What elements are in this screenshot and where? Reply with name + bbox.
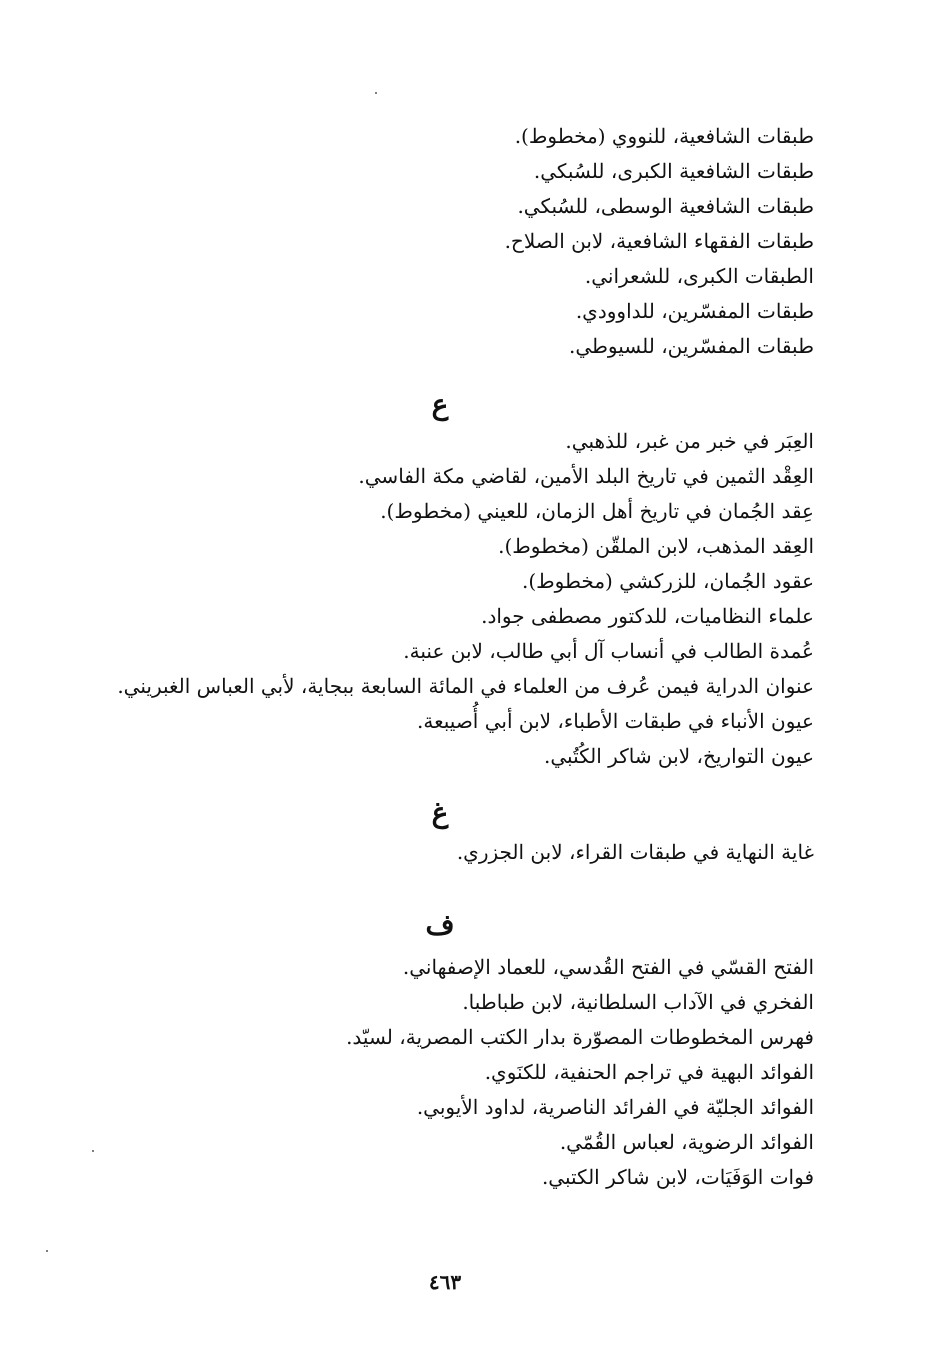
bibliography-entry: العِقد المذهب، لابن الملقّن (مخطوط).	[498, 534, 814, 558]
bibliography-entry: الفوائد الرضوية، لعباس القُمّي.	[559, 1130, 814, 1154]
section-letter-fa: ف	[425, 908, 455, 941]
scan-speck	[92, 1150, 94, 1152]
bibliography-entry: غاية النهاية في طبقات القراء، لابن الجزري.	[456, 840, 814, 864]
bibliography-entry: الطبقات الكبرى، للشعراني.	[584, 264, 814, 288]
section-ain-entries	[117, 424, 814, 774]
section-letter-ain: ع	[431, 388, 449, 421]
section-ghain-entries	[457, 835, 814, 870]
bibliography-entry: طبقات المفسّرين، للسيوطي.	[568, 334, 814, 358]
bibliography-entry: عنوان الدراية فيمن عُرف من العلماء في المائة السابعة ببجاية، لأبي العباس الغبريني.	[117, 674, 814, 698]
bibliography-entry: طبقات الشافعية الكبرى، للسُبكي.	[533, 159, 814, 183]
page-number: ٤٦٣	[428, 1270, 462, 1294]
section-letter-ghain: غ	[431, 796, 449, 829]
bibliography-entry: عِقد الجُمان في تاريخ أهل الزمان، للعيني (مخطوط).	[380, 499, 814, 523]
bibliography-entry: فوات الوَفَيَات، لابن شاكر الكتبي.	[541, 1165, 814, 1189]
bibliography-entry: طبقات المفسّرين، للداوودي.	[575, 299, 814, 323]
bibliography-entry: الفوائد الجليّة في الفرائد الناصرية، لداود الأيوبي.	[416, 1095, 814, 1119]
bibliography-entry: طبقات الفقهاء الشافعية، لابن الصلاح.	[504, 229, 814, 253]
bibliography-entry: العِقْد الثمين في تاريخ البلد الأمين، لقاضي مكة الفاسي.	[358, 464, 814, 488]
scan-speck	[375, 92, 377, 94]
bibliography-entry: الفتح القسّي في الفتح القُدسي، للعماد الإصفهاني.	[402, 955, 814, 979]
bibliography-entry: طبقات الشافعية الوسطى، للسُبكي.	[517, 194, 814, 218]
bibliography-entry: عيون الأنباء في طبقات الأطباء، لابن أبي أُصيبعة.	[417, 709, 814, 733]
bibliography-entry: علماء النظاميات، للدكتور مصطفى جواد.	[481, 604, 814, 628]
section-taba-entries	[505, 119, 814, 364]
bibliography-entry: الفخري في الآداب السلطانية، لابن طباطبا.	[462, 990, 814, 1014]
section-fa-entries	[346, 950, 814, 1195]
bibliography-entry: طبقات الشافعية، للنووي (مخطوط).	[514, 124, 814, 148]
bibliography-entry: فهرس المخطوطات المصوّرة بدار الكتب المصرية، لسيّد.	[346, 1025, 814, 1049]
bibliography-entry: عيون التواريخ، لابن شاكر الكُتُبي.	[544, 744, 814, 768]
bibliography-entry: الفوائد البهية في تراجم الحنفية، للكنَوي.	[484, 1060, 814, 1084]
bibliography-entry: عُمدة الطالب في أنساب آل أبي طالب، لابن عنبة.	[403, 639, 814, 663]
bibliography-entry: عقود الجُمان، للزركشي (مخطوط).	[522, 569, 814, 593]
scan-speck	[46, 1250, 48, 1252]
bibliography-entry: العِبَر في خبر من غبر، للذهبي.	[565, 429, 814, 453]
